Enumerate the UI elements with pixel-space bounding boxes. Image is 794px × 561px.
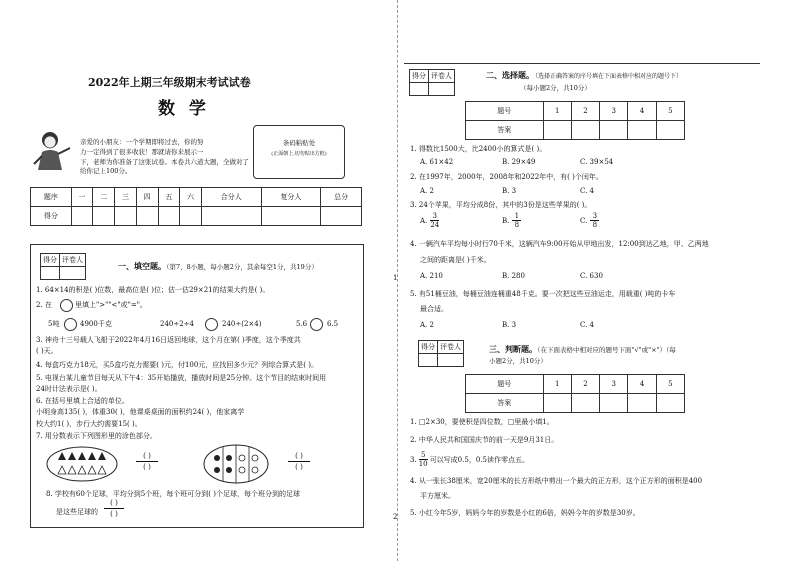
choice-option[interactable]: C. 39×54 (580, 158, 614, 166)
choice-option[interactable]: A. 2 (420, 187, 434, 195)
scorebox-label: 得分 (410, 70, 429, 83)
table-cell: 2 (571, 102, 599, 121)
section3-scorebox (418, 340, 464, 367)
compare-circle[interactable] (60, 299, 73, 312)
question-2-b: 里填上">""<"或"="。 (75, 301, 147, 309)
choice-option-fraction[interactable] (580, 212, 599, 229)
section3-note-2: 小题2分，共10分） (489, 357, 547, 365)
choice-1: 1. 得数比1500大，比2400小的算式是( )。 (410, 145, 547, 153)
table-cell: 题号 (466, 375, 544, 394)
choice-option[interactable]: B. 29×49 (502, 158, 536, 166)
dot-oval-figure (203, 444, 269, 484)
score-input-cell[interactable] (71, 207, 93, 226)
table-cell: 4 (628, 102, 656, 121)
section3-note: （在下面表格中相对应的题号下面"√"或"×"）（每 (534, 346, 676, 354)
scorebox-label: 得分 (419, 341, 438, 354)
score-table-header (31, 188, 362, 207)
score-cell: 一 (71, 188, 93, 207)
barcode-note: (正面朝上,切勿贴出方框) (271, 151, 327, 157)
choice-5-a: 5. 有51桶豆油，每桶豆油连桶重48千克。要一次把这些豆油运走，用载重( )吨的卡车 (410, 290, 676, 298)
fraction: $\frac{5}{10}$ (418, 451, 428, 468)
option-letter: B. (502, 216, 510, 225)
choice-option[interactable]: A. 2 (420, 321, 434, 329)
answer-input-cell[interactable] (543, 121, 571, 140)
judge-5: 5. 小红今年5岁，妈妈今年的岁数是小红的6倍，妈妈今年的岁数是30岁。 (410, 509, 640, 517)
score-cell: 总分 (321, 188, 362, 207)
score-cell: 三 (115, 188, 137, 207)
answer-input-cell[interactable] (600, 121, 628, 140)
score-input-cell[interactable] (136, 207, 158, 226)
judge-2: 2. 中华人民共和国国庆节的前一天是9月31日。 (410, 436, 559, 444)
score-summary-table (30, 187, 362, 226)
question-7: 7. 用分数表示下列图形里的涂色部分。 (36, 432, 157, 440)
fraction: $\frac{1}{8}$ (512, 212, 521, 229)
answer-input-cell[interactable] (571, 121, 599, 140)
section1-note: （第7、8小题，每小题2分，其余每空1分，共19分） (163, 263, 318, 271)
greeting-line-2: 力一定得到了很多收获！那就请你来展示一 (80, 148, 204, 156)
section2-frame (404, 63, 760, 64)
choice-4-a: 4. 一辆汽车平均每小时行70千米，这辆汽车9:00开始从甲地出发，12:00到达乙地，甲、乙两地 (410, 240, 709, 248)
score-input-cell[interactable] (115, 207, 137, 226)
choice-option[interactable]: A. 210 (420, 272, 443, 280)
table-cell: 4 (628, 375, 656, 394)
question-3-b: ( )天。 (36, 347, 58, 355)
choice-option[interactable]: C. 4 (580, 187, 595, 195)
scorebox-input[interactable] (41, 267, 60, 280)
section2-note: （选择正确答案的序号填在下面表格中相对应的题号下） (532, 73, 683, 80)
score-input-cell[interactable] (180, 207, 202, 226)
choice-option[interactable]: B. 3 (502, 187, 517, 195)
answer-input-cell[interactable] (628, 394, 656, 413)
answer-input-cell[interactable] (656, 121, 684, 140)
question-3-a: 3. 神舟十三号载人飞船于2022年4月16日返回地球，这个月在第( )季度，这个季度共 (36, 336, 301, 344)
table-cell: 答案 (466, 394, 544, 413)
question-4: 4. 每盒巧克力18元，买5盒巧克力需要( )元，付100元，应找回多少元？列综合算式是( )。 (36, 361, 318, 369)
q2-item: 5吨 (48, 320, 60, 328)
score-cell: 复分人 (261, 188, 321, 207)
greeting-line-3: 下，老师为你准备了这张试卷。本卷共六道大题，全做对了给你记上100分。 (80, 158, 249, 175)
choice-4-b: 之间的距离是( )千米。 (420, 256, 491, 264)
scorebox-input[interactable] (438, 354, 464, 367)
answer-input-cell[interactable] (571, 394, 599, 413)
choice-option[interactable]: B. 3 (502, 321, 517, 329)
table-cell: 答案 (466, 121, 544, 140)
answer-input-cell[interactable] (656, 394, 684, 413)
section1-title: 一、填空题。 (118, 261, 166, 271)
scorebox-input[interactable] (410, 83, 429, 96)
score-cell: 六 (180, 188, 202, 207)
score-cell: 五 (158, 188, 180, 207)
q2-item: 5.6 (296, 320, 308, 328)
q2-item: 4900千克 (80, 320, 112, 328)
page-number-right: 2 (393, 513, 398, 521)
judge-3-text: 可以写成0.5，0.5读作零点五。 (429, 455, 529, 464)
compare-circle[interactable] (310, 318, 323, 331)
compare-circle[interactable] (205, 318, 218, 331)
scorebox-label: 评卷人 (438, 341, 464, 354)
score-input-cell[interactable] (93, 207, 115, 226)
question-5-b: 24时计法表示是( )。 (36, 385, 102, 393)
question-2-a: 2. 在 (36, 301, 52, 309)
table-cell: 5 (656, 102, 684, 121)
choice-option[interactable]: C. 630 (580, 272, 603, 280)
score-cell: 二 (93, 188, 115, 207)
judge-4-a: 4. 从一张长38厘米，宽20厘米的长方形纸中剪出一个最大的正方形，这个正方形的面积是400 (410, 477, 703, 485)
fraction-blank[interactable]: ( ) ( ) (136, 452, 158, 474)
table-cell: 5 (656, 375, 684, 394)
section2-title: 二、选择题。 (486, 70, 534, 80)
section3-title: 三、判断题。 (489, 344, 537, 354)
barcode-box (253, 125, 345, 179)
judge-1: 1. □2×30，要使积是四位数，□里最小填1。 (410, 418, 554, 426)
judge-3 (410, 451, 529, 468)
choice-3: 3. 24个苹果，平均分成8份，其中的3份是这些苹果的( )。 (410, 201, 592, 209)
question-1: 1. 64×14的积是( )位数，最高位是( )位；估一估29×21的结果大约是( )。 (36, 286, 270, 294)
judge-answer-table (465, 374, 685, 413)
score-cell: 得分 (31, 207, 72, 226)
choice-option-fraction[interactable] (502, 212, 521, 229)
q2-item: 6.5 (327, 320, 339, 328)
choice-option[interactable]: A. 61×42 (420, 158, 454, 166)
triangle-oval-figure (46, 446, 118, 482)
question-6-a: 小明身高135( )，体重30( )，他课桌桌面的面积约24( )，他家离学 (36, 408, 245, 416)
fraction-blank[interactable]: ( ) ( ) (288, 452, 310, 474)
barcode-label: 条码粘贴处 (282, 139, 316, 147)
scorebox-input[interactable] (429, 83, 455, 96)
judge-number: 3. (410, 455, 417, 464)
choice-option[interactable]: C. 4 (580, 321, 595, 329)
table-cell: 题号 (466, 102, 544, 121)
question-5-a: 5. 电视台某儿童节目每天从下午4：35开始播放，播放时间是25分钟。这个节目的结束时间用 (36, 374, 327, 382)
score-input-cell[interactable] (261, 207, 321, 226)
scorebox-input[interactable] (60, 267, 86, 280)
teacher-illustration (30, 128, 74, 172)
table-cell: 1 (543, 375, 571, 394)
option-letter: A. (420, 216, 428, 225)
question-6-b: 校大约1( )，步行大约需要15( )。 (36, 420, 142, 428)
question-6: 6. 在括号里填上合适的单位。 (36, 397, 129, 405)
choice-option[interactable]: B. 280 (502, 272, 525, 280)
judge-4-b: 平方厘米。 (420, 492, 455, 500)
section1-scorebox (40, 253, 86, 280)
scorebox-input[interactable] (419, 354, 438, 367)
page-number-left: 1 (393, 274, 398, 282)
score-input-cell[interactable] (321, 207, 362, 226)
option-letter: C. (580, 216, 588, 225)
choice-option-fraction[interactable] (420, 212, 439, 229)
q2-item: 240÷(2×4) (222, 320, 262, 328)
score-cell: 题序 (31, 188, 72, 207)
section2-scorebox (409, 69, 455, 96)
table-cell: 3 (600, 102, 628, 121)
subject-title: 数 学 (158, 99, 210, 119)
compare-circle[interactable] (64, 318, 77, 331)
question-8-a: 8. 学校有60个足球，平均分到5个班，每个班可分到( )个足球，每个班分到的足球 (46, 490, 300, 498)
fraction: $\frac{3}{8}$ (590, 212, 599, 229)
exam-title: 2022年上期三年级期末考试试卷 (88, 76, 251, 89)
scorebox-label: 得分 (41, 254, 60, 267)
choice-answer-table (465, 101, 685, 140)
scorebox-label: 评卷人 (429, 70, 455, 83)
greeting-line-1: 亲爱的小朋友：一个学期即将过去，你的努 (80, 138, 204, 146)
fraction-blank[interactable]: ( ) ( ) (104, 499, 124, 518)
table-cell: 2 (571, 375, 599, 394)
q2-item: 240÷2÷4 (160, 320, 194, 328)
scorebox-label: 评卷人 (60, 254, 86, 267)
answer-input-cell[interactable] (600, 394, 628, 413)
fraction: $\frac{3}{24}$ (430, 212, 440, 229)
choice-2: 2. 在1997年，2000年，2008年和2022年中，有( )个闰年。 (410, 173, 603, 181)
score-table-row (31, 207, 362, 226)
answer-input-cell[interactable] (628, 121, 656, 140)
question-8-b: 是这些足球的 (56, 508, 98, 516)
choice-5-b: 最合适。 (420, 305, 448, 313)
section2-note-2: （每小题2分，共10分） (520, 84, 591, 92)
score-cell: 四 (136, 188, 158, 207)
table-cell: 1 (543, 102, 571, 121)
score-input-cell[interactable] (158, 207, 180, 226)
score-cell: 合分人 (201, 188, 261, 207)
answer-input-cell[interactable] (543, 394, 571, 413)
table-cell: 3 (600, 375, 628, 394)
score-input-cell[interactable] (201, 207, 261, 226)
